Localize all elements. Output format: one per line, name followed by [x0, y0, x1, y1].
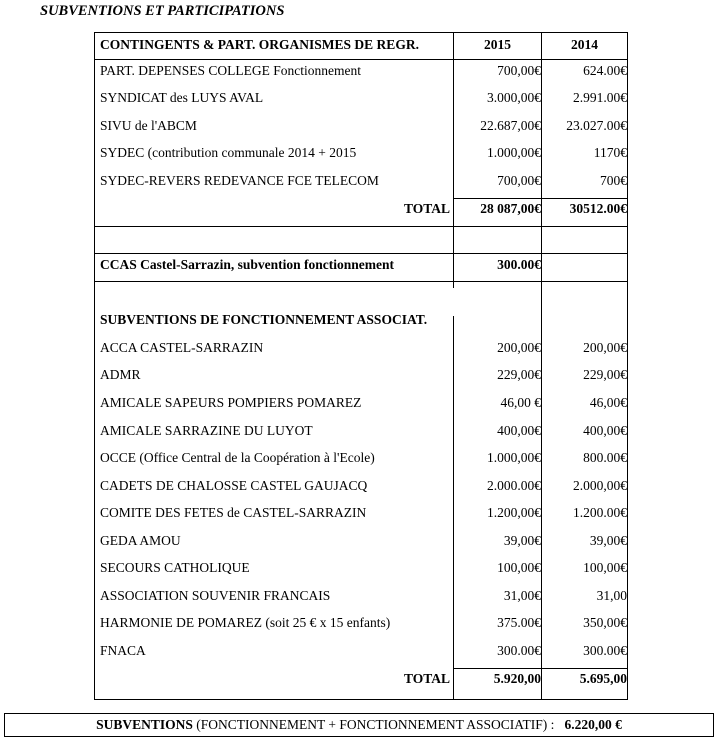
summary-value: 6.220,00 € [564, 717, 622, 732]
table-row-2014: 800.00€ [583, 450, 627, 465]
subsidies-table [94, 32, 628, 700]
rule-top [94, 32, 628, 33]
table-row-2014: 100,00€ [583, 560, 627, 575]
table-row-2015: 100,00€ [497, 560, 541, 575]
table-row-label: SIVU de l'ABCM [100, 118, 197, 133]
rule-empty-row [94, 253, 628, 254]
table-row-label: AMICALE SARRAZINE DU LUYOT [100, 423, 313, 438]
table-row-2014: 31,00 [596, 588, 627, 603]
table-row-label: FNACA [100, 643, 146, 658]
table-row-2014: 39,00€ [589, 533, 627, 548]
rule-ccas-bottom [94, 281, 628, 282]
table-row-label: COMITE DES FETES de CASTEL-SARRAZIN [100, 505, 367, 520]
table-row-2015: 700,00€ [497, 63, 541, 78]
total-2015: 5.920,00 [493, 671, 541, 686]
header-label: CONTINGENTS & PART. ORGANISMES DE REGR. [100, 37, 419, 52]
total-2015: 28 087,00€ [480, 201, 541, 216]
table-row-2014: 350,00€ [583, 615, 627, 630]
table-row-2014: 700€ [600, 173, 627, 188]
summary-box [4, 713, 714, 737]
table-row-label: HARMONIE DE POMAREZ (soit 25 € x 15 enfants) [100, 615, 391, 630]
table-border-right [627, 32, 628, 700]
total-label: TOTAL [403, 201, 450, 216]
total-2014: 5.695,00 [579, 671, 627, 686]
table-row-label: ACCA CASTEL-SARRAZIN [100, 340, 264, 355]
table-row-2015: 31,00€ [503, 588, 541, 603]
table-row-2015: 22.687,00€ [480, 118, 541, 133]
table-row-2014: 200,00€ [583, 340, 627, 355]
table-row-2015: 3.000,00€ [487, 90, 541, 105]
table-row-2015: 700,00€ [497, 173, 541, 188]
ccas-label: CCAS Castel-Sarrazin, subvention fonctionnement [100, 257, 395, 272]
table-row-2015: 2.000.00€ [487, 478, 541, 493]
table-row-2015: 46,00 € [500, 395, 541, 410]
rule-total1-bottom [94, 226, 628, 227]
table-row-2015: 1.200,00€ [487, 505, 541, 520]
table-row-label: PART. DEPENSES COLLEGE Fonctionnement [100, 63, 361, 78]
header-2014: 2014 [571, 37, 598, 52]
page-title: SUBVENTIONS ET PARTICIPATIONS [40, 3, 285, 19]
summary-text [5, 717, 713, 733]
table-row-2014: 624.00€ [583, 63, 627, 78]
total-label: TOTAL [403, 671, 450, 686]
table-row-label: AMICALE SAPEURS POMPIERS POMAREZ [100, 395, 362, 410]
table-row-2014: 2.000,00€ [573, 478, 627, 493]
table-row-label: CADETS DE CHALOSSE CASTEL GAUJACQ [100, 478, 368, 493]
table-row-2015: 300.00€ [497, 643, 541, 658]
table-row-2015: 39,00€ [503, 533, 541, 548]
table-row-2014: 2.991.00€ [573, 90, 627, 105]
header-2015: 2015 [484, 37, 511, 52]
table-row-2014: 46,00€ [589, 395, 627, 410]
summary-label: (FONCTIONNEMENT + FONCTIONNEMENT ASSOCIATIF) : [192, 717, 555, 732]
table-row-label: ASSOCIATION SOUVENIR FRANCAIS [100, 588, 331, 603]
section2-header: SUBVENTIONS DE FONCTIONNEMENT ASSOCIAT. [100, 312, 428, 327]
table-row-label: SYDEC-REVERS REDEVANCE FCE TELECOM [100, 173, 379, 188]
table-row-2014: 229,00€ [583, 367, 627, 382]
table-row-label: SYNDICAT des LUYS AVAL [100, 90, 264, 105]
table-row-2014: 1.200.00€ [573, 505, 627, 520]
table-row-label: SECOURS CATHOLIQUE [100, 560, 250, 575]
total-2014: 30512.00€ [569, 201, 627, 216]
table-row-label: ADMR [100, 367, 141, 382]
table-row-2014: 1170€ [593, 145, 627, 160]
table-row-2015: 229,00€ [497, 367, 541, 382]
ccas-2015: 300.00€ [497, 257, 541, 272]
table-row-2015: 400,00€ [497, 423, 541, 438]
table-row-label: GEDA AMOU [100, 533, 181, 548]
rule-total1-top [453, 198, 628, 199]
table-row-2015: 200,00€ [497, 340, 541, 355]
table-row-2015: 1.000,00€ [487, 450, 541, 465]
table-row-2014: 300.00€ [583, 643, 627, 658]
rule-header [94, 59, 628, 60]
table-row-label: SYDEC (contribution communale 2014 + 2015 [100, 145, 357, 160]
table-border-left [94, 32, 95, 700]
table-row-2014: 400,00€ [583, 423, 627, 438]
table-row-2015: 375.00€ [497, 615, 541, 630]
rule-total2-top [453, 668, 628, 669]
table-row-2014: 23.027.00€ [566, 118, 627, 133]
summary-label-bold: SUBVENTIONS [96, 717, 193, 732]
table-row-label: OCCE (Office Central de la Coopération à l'Ecole) [100, 450, 375, 465]
table-row-2015: 1.000,00€ [487, 145, 541, 160]
rule-bottom [94, 699, 628, 700]
